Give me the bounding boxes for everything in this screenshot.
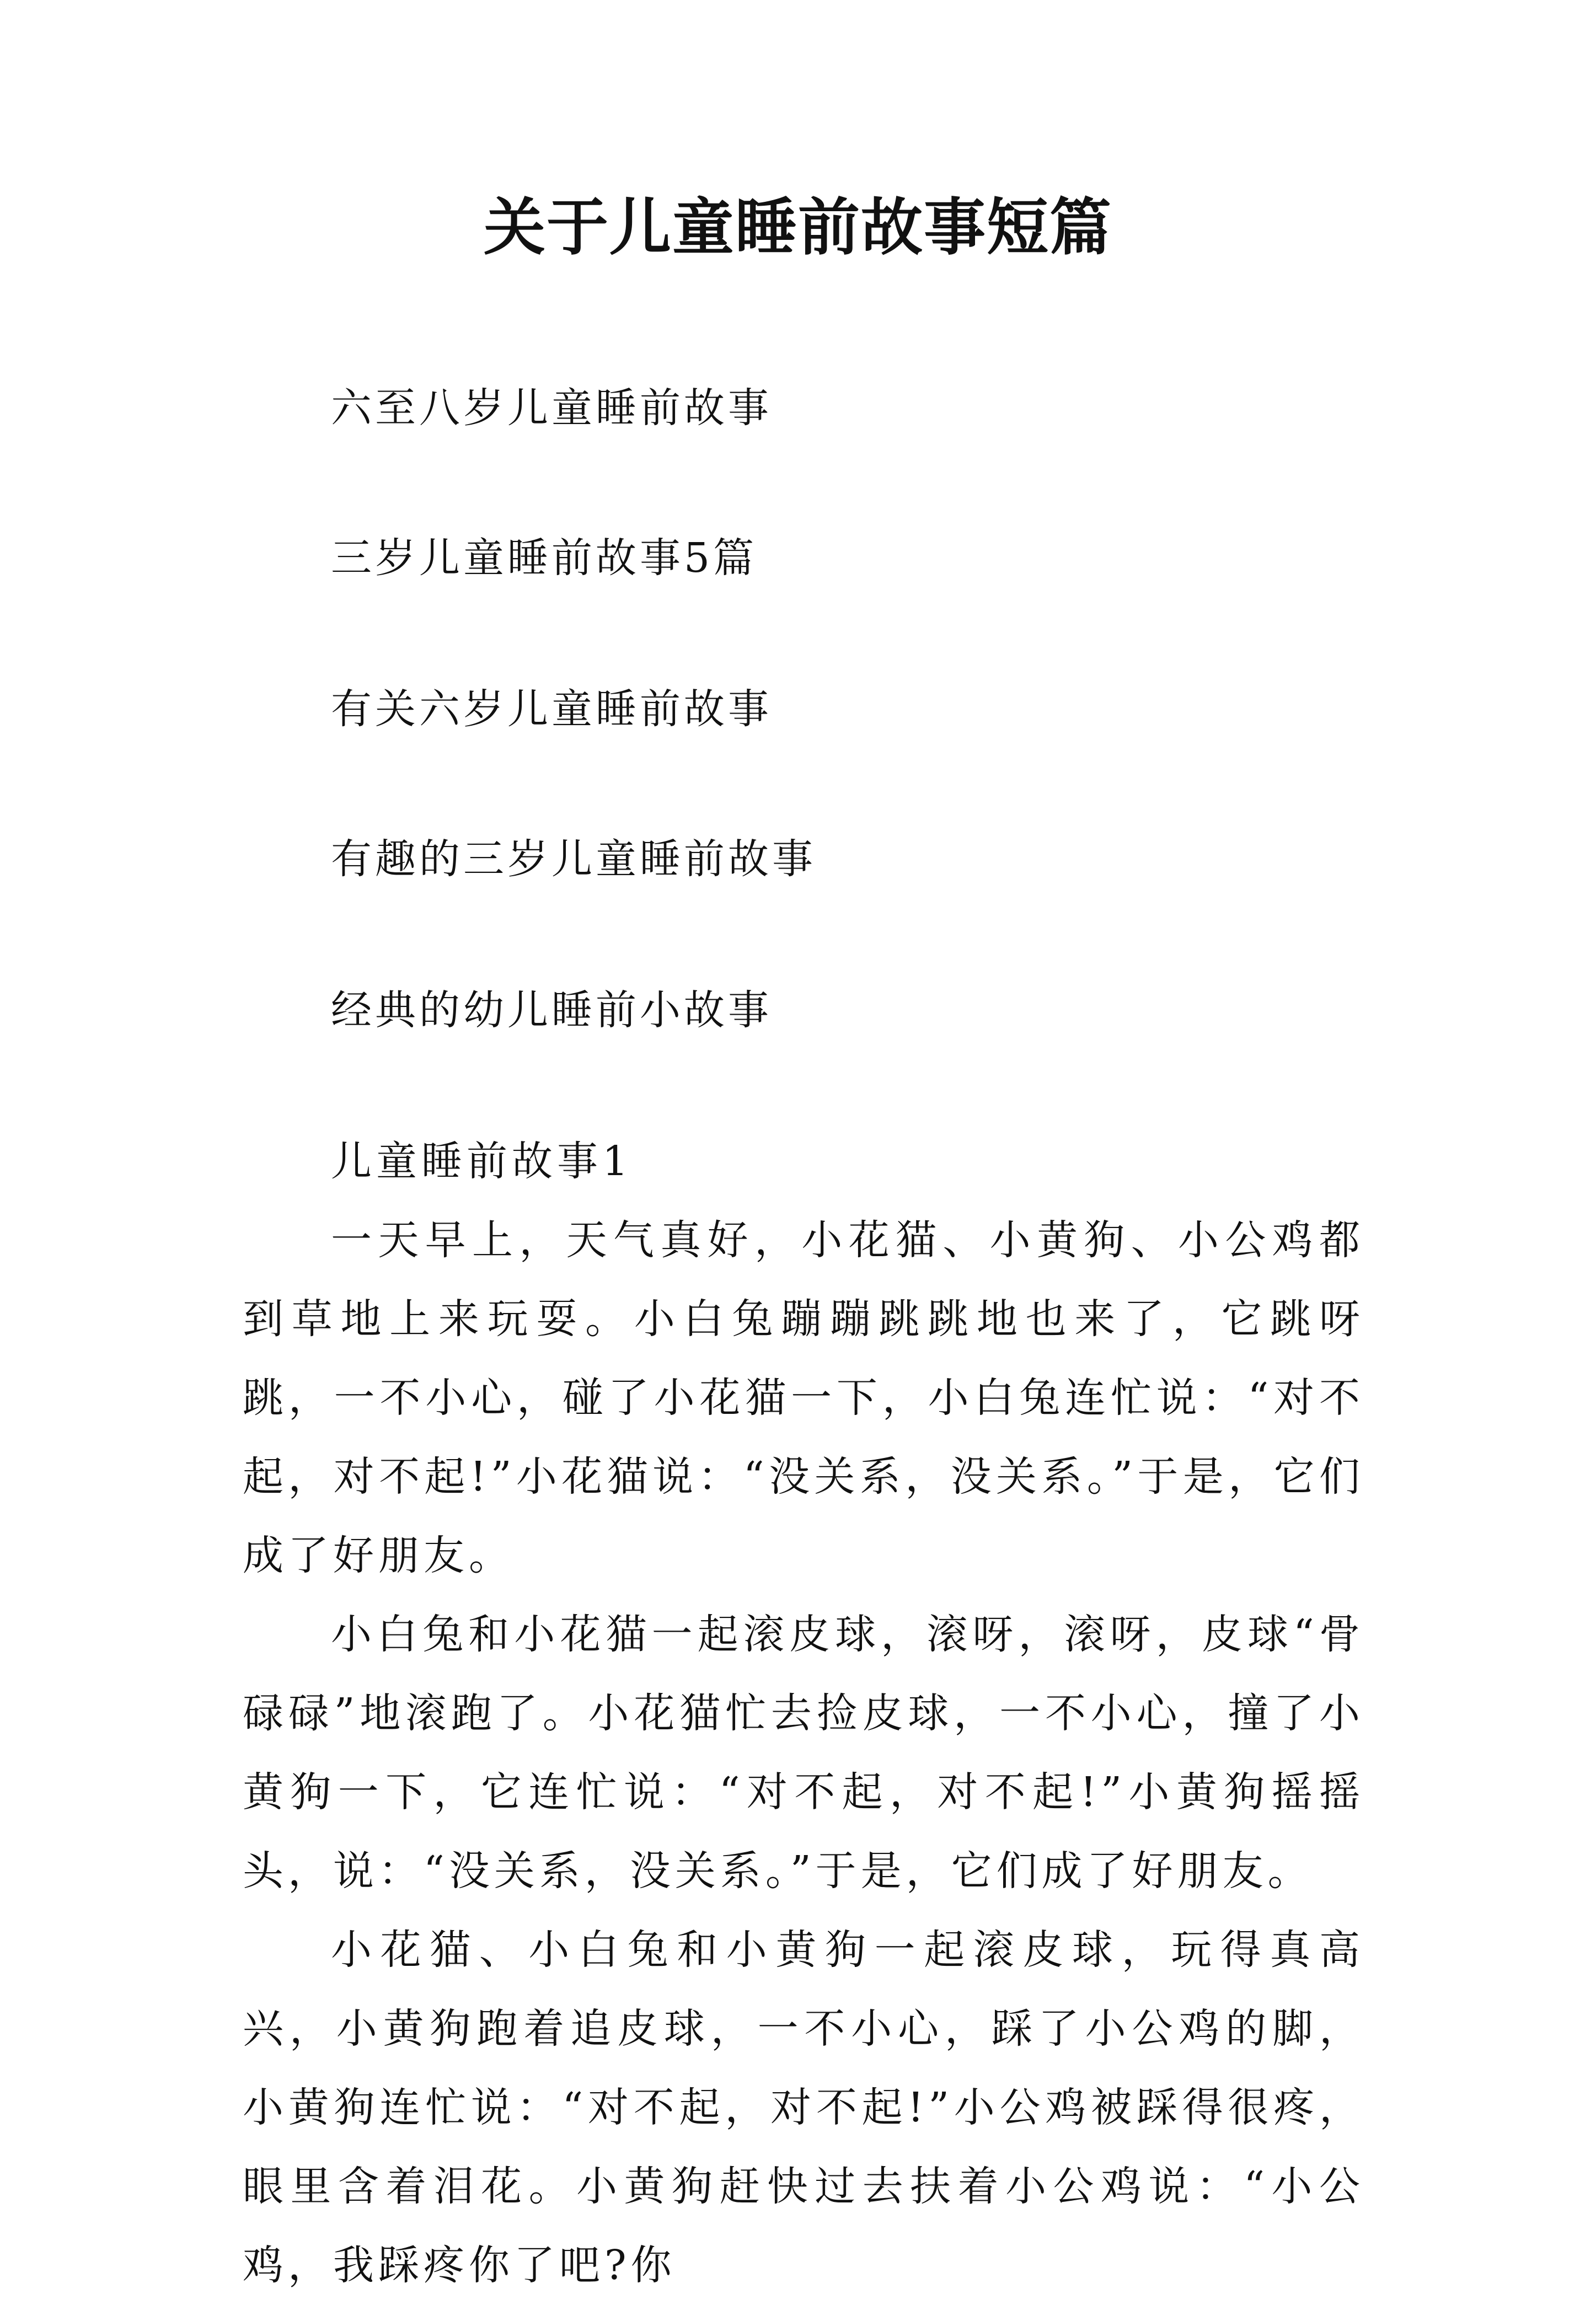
toc-item: 有趣的三岁儿童睡前故事 [331,835,816,883]
toc-item: 六至八岁儿童睡前故事 [331,384,772,432]
paragraph: 一天早上，天气真好，小花猫、小黄狗、小公鸡都到草地上来玩耍。小白兔蹦蹦跳跳地也来了，它跳呀跳，一不小心，碰了小花猫一下，小白兔连忙说：“对不起，对不起!”小花猫说：“没关系，没关系。”于是，它们成了好朋友。 [243,1216,1364,1579]
story-body [243,1122,1364,2305]
document-title: 关于儿童睡前故事短篇 [484,191,1112,264]
toc-item: 有关六岁儿童睡前故事 [331,685,772,733]
toc-item: 三岁儿童睡前故事5篇 [331,534,758,582]
paragraph: 小白兔和小花猫一起滚皮球，滚呀，滚呀，皮球“骨碌碌”地滚跑了。小花猫忙去捡皮球，一不小心，撞了小黄狗一下，它连忙说：“对不起，对不起!”小黄狗摇摇头，说：“没关系，没关系。”于是，它们成了好朋友。 [243,1611,1364,1895]
section-heading: 儿童睡前故事1 [331,1138,633,1185]
paragraph: 小花猫、小白兔和小黄狗一起滚皮球，玩得真高兴，小黄狗跑着追皮球，一不小心，踩了小公鸡的脚，小黄狗连忙说：“对不起，对不起!”小公鸡被踩得很疼，眼里含着泪花。小黄狗赶快过去扶着小公鸡说：“小公鸡，我踩疼你了吧?你 [243,1926,1364,2289]
toc-item: 经典的幼儿睡前小故事 [331,987,772,1034]
